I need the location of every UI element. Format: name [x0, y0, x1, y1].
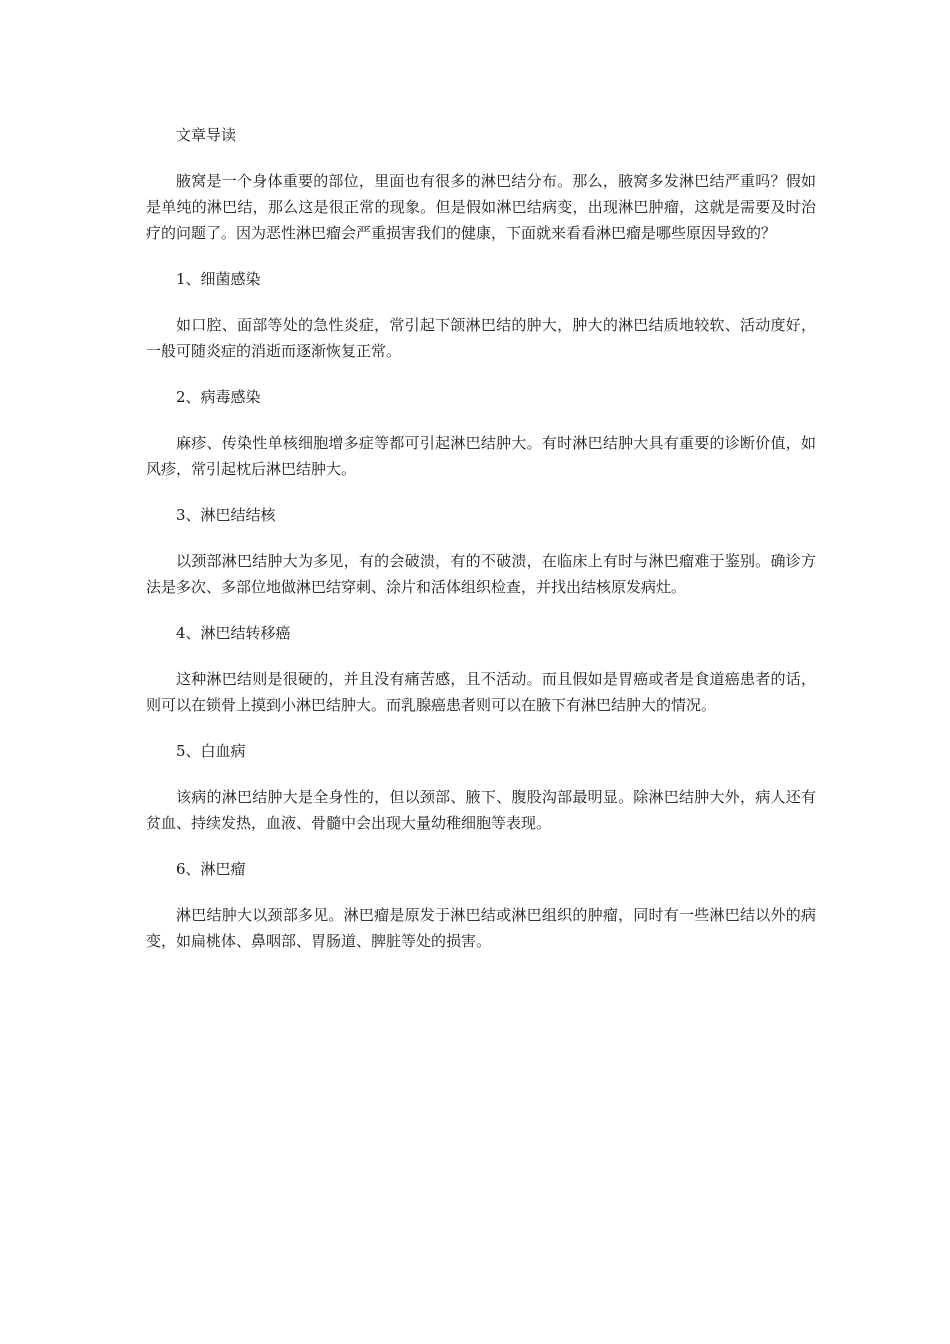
- section-6-paragraph: 淋巴结肿大以颈部多见。淋巴瘤是原发于淋巴结或淋巴组织的肿瘤，同时有一些淋巴结以外的病变，如扁桃体、鼻咽部、胃肠道、脾脏等处的损害。: [146, 906, 816, 950]
- section-2-heading: 2、病毒感染: [176, 388, 261, 406]
- section-6-heading: 6、淋巴瘤: [176, 860, 246, 878]
- section-4-heading: 4、淋巴结转移癌: [176, 624, 291, 642]
- section-1-heading: 1、细菌感染: [176, 270, 261, 288]
- intro-paragraph: 腋窝是一个身体重要的部位，里面也有很多的淋巴结分布。那么，腋窝多发淋巴结严重吗？假如是单纯的淋巴结，那么这是很正常的现象。但是假如淋巴结病变，出现淋巴肿瘤，这就是需要及时治疗的问题了。因为恶性淋巴瘤会严重损害我们的健康，下面就来看看淋巴瘤是哪些原因导致的？: [146, 172, 816, 242]
- section-5-heading: 5、白血病: [176, 742, 246, 760]
- document-page: [146, 122, 816, 974]
- section-1-paragraph: 如口腔、面部等处的急性炎症，常引起下颌淋巴结的肿大，肿大的淋巴结质地较软、活动度好，一般可随炎症的消逝而逐渐恢复正常。: [146, 316, 816, 360]
- section-4-paragraph: 这种淋巴结则是很硬的，并且没有痛苦感，且不活动。而且假如是胃癌或者是食道癌患者的话，则可以在锁骨上摸到小淋巴结肿大。而乳腺癌患者则可以在腋下有淋巴结肿大的情况。: [146, 670, 816, 714]
- section-3-paragraph: 以颈部淋巴结肿大为多见，有的会破溃，有的不破溃，在临床上有时与淋巴瘤难于鉴别。确诊方法是多次、多部位地做淋巴结穿刺、涂片和活体组织检查，并找出结核原发病灶。: [146, 552, 816, 596]
- section-2-paragraph: 麻疹、传染性单核细胞增多症等都可引起淋巴结肿大。有时淋巴结肿大具有重要的诊断价值，如风疹，常引起枕后淋巴结肿大。: [146, 434, 816, 478]
- section-5-paragraph: 该病的淋巴结肿大是全身性的，但以颈部、腋下、腹股沟部最明显。除淋巴结肿大外，病人还有贫血、持续发热，血液、骨髓中会出现大量幼稚细胞等表现。: [146, 788, 816, 832]
- intro-heading: 文章导读: [176, 126, 237, 144]
- section-3-heading: 3、淋巴结结核: [176, 506, 276, 524]
